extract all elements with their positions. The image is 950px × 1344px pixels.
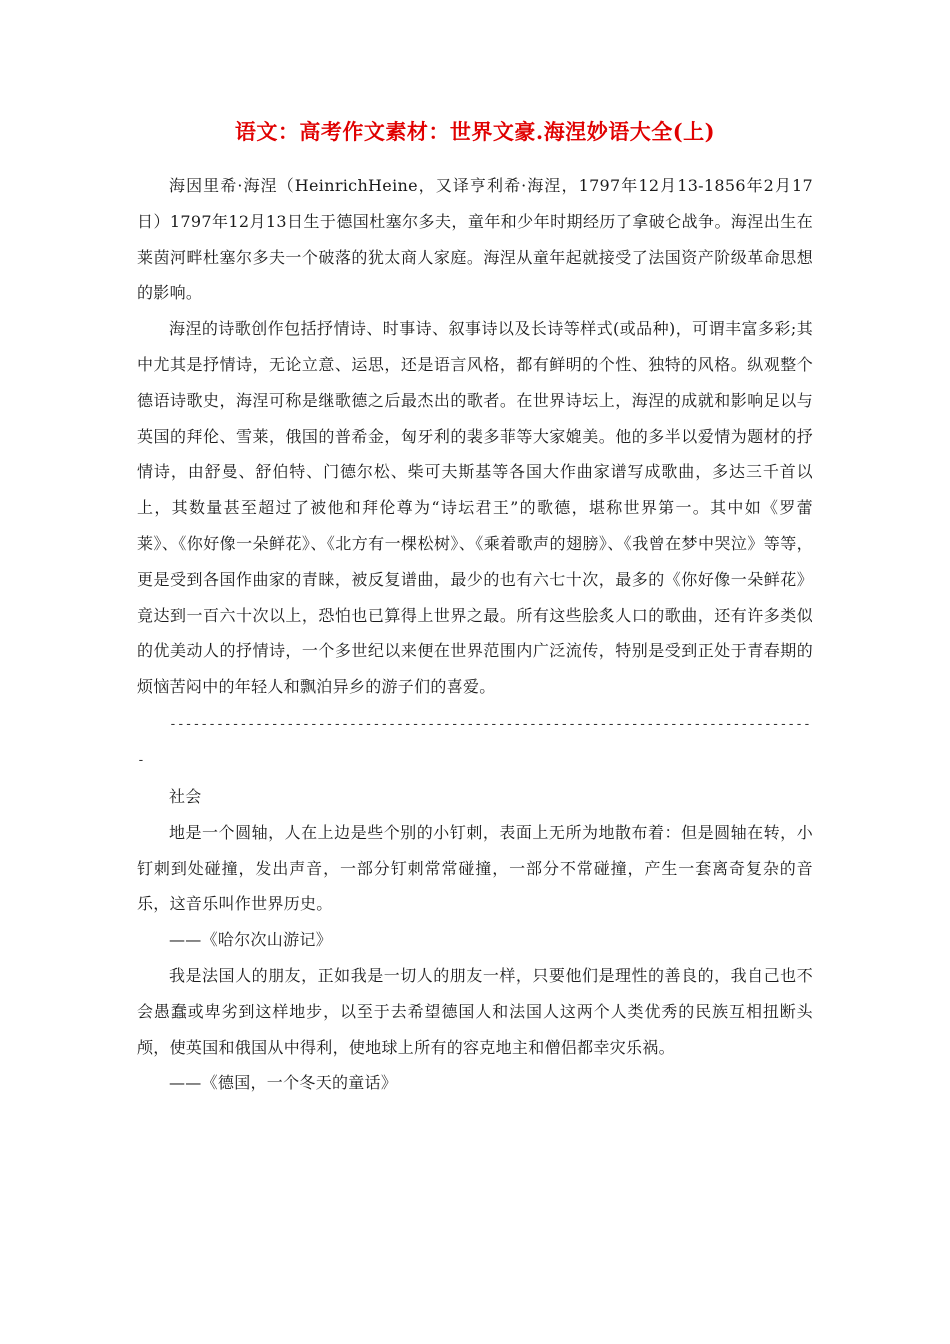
quote-text: 地是一个圆轴，人在上边是些个别的小钉刺，表面上无所为地散布着：但是圆轴在转，小钉刺到处碰撞，发出声音，一部分钉刺常常碰撞，一部分不常碰撞，产生一套离奇复杂的音乐，这音乐叫作世界历史。	[137, 822, 813, 914]
document-page	[137, 118, 813, 1101]
quote-text: 我是法国人的朋友，正如我是一切人的朋友一样，只要他们是理性的善良的，我自己也不会愚蠢或卑劣到这样地步，以至于去希望德国人和法国人这两个人类优秀的民族互相扭断头颅，使英国和俄国从中得利，使地球上所有的容克地主和僧侣都幸灾乐祸。	[137, 965, 813, 1057]
document-title: 语文：高考作文素材：世界文豪.海涅妙语大全(上)	[234, 119, 716, 144]
quote-source: ——《哈尔次山游记》	[169, 930, 333, 950]
section-heading: 社会	[169, 786, 202, 806]
intro-paragraph-1: 海因里希·海涅（HeinrichHeine，又译亨利希·海涅，1797年12月13-1856年2月17日）1797年12月13日生于德国杜塞尔多夫，童年和少年时期经历了拿破仑战争。海涅出生在莱茵河畔杜塞尔多夫一个破落的犹太商人家庭。海涅从童年起就接受了法国资产阶级革命思想的影响。	[137, 176, 813, 303]
quote-source: ——《德国，一个冬天的童话》	[169, 1073, 398, 1093]
intro-paragraph-2: 海涅的诗歌创作包括抒情诗、时事诗、叙事诗以及长诗等样式(或品种)，可谓丰富多彩;其中尤其是抒情诗，无论立意、运思，还是语言风格，都有鲜明的个性、独特的风格。纵观整个德语诗歌史，海涅可称是继歌德之后最杰出的歌者。在世界诗坛上，海涅的成就和影响足以与英国的拜伦、雪莱，俄国的普希金，匈牙利的裴多菲等大家媲美。他的多半以爱情为题材的抒情诗，由舒曼、舒伯特、门德尔松、柴可夫斯基等各国大作曲家谱写成歌曲，多达三千首以上，其数量甚至超过了被他和拜伦尊为“诗坛君王”的歌德，堪称世界第一。其中如《罗蕾莱》、《你好像一朵鲜花》、《北方有一棵松树》、《乘着歌声的翅膀》、《我曾在梦中哭泣》等等，更是受到各国作曲家的青睐，被反复谱曲，最少的也有六七十次，最多的《你好像一朵鲜花》竟达到一百六十次以上，恐怕也已算得上世界之最。所有这些脍炙人口的歌曲，还有许多类似的优美动人的抒情诗，一个多世纪以来便在世界范围内广泛流传，特别是受到正处于青春期的烦恼苦闷中的年轻人和飘泊异乡的游子们的喜爱。	[137, 319, 813, 697]
section-divider: -----------------------------------------------------------------------------------	[137, 716, 811, 768]
